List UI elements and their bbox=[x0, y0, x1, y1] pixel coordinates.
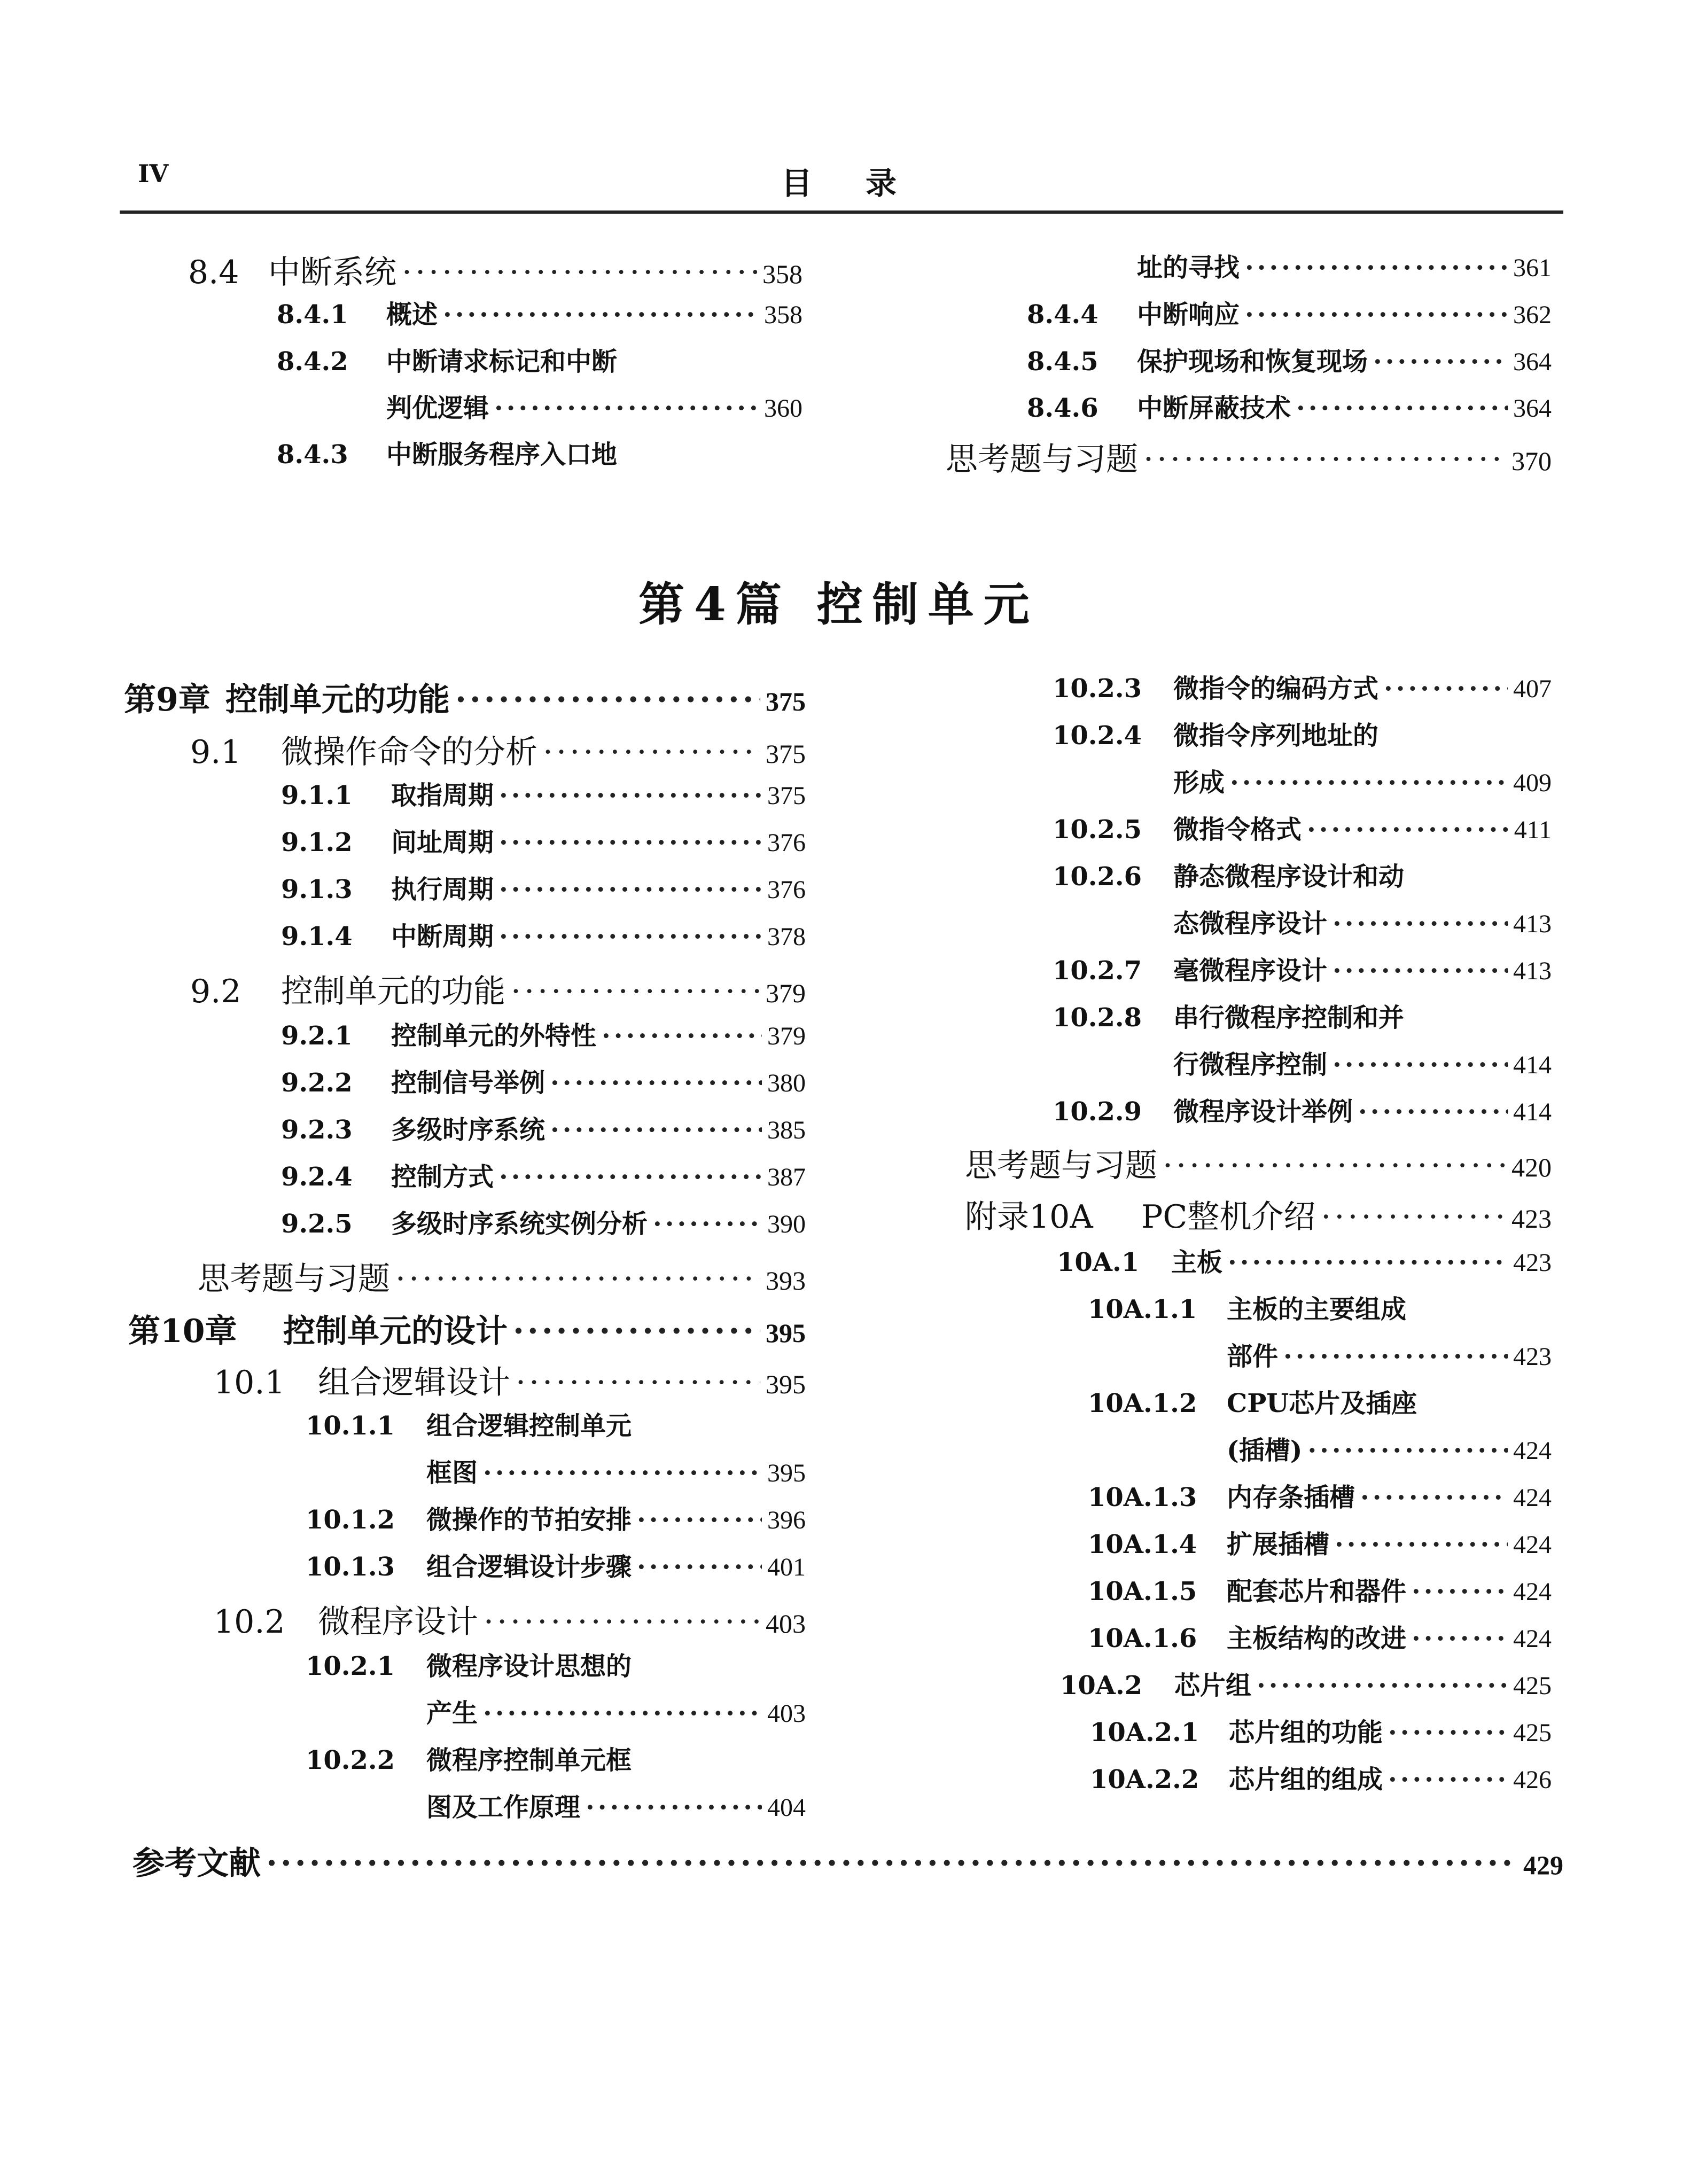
toc-entry-title: 保护现场和恢复现场 bbox=[1137, 347, 1368, 377]
toc-entry-title: 多级时序系统 bbox=[391, 1115, 546, 1145]
toc-entry-page: 364 bbox=[1513, 394, 1552, 423]
toc-entry-page: 401 bbox=[767, 1553, 806, 1581]
dot-leader bbox=[483, 1458, 762, 1488]
toc-entry-page: 426 bbox=[1513, 1766, 1552, 1794]
toc-entry-page: 375 bbox=[767, 782, 806, 810]
dot-leader bbox=[1307, 815, 1509, 845]
toc-entry[interactable] bbox=[281, 869, 806, 909]
toc-entry[interactable] bbox=[1053, 856, 1552, 896]
toc-entry-title: 执行周期 bbox=[391, 875, 494, 904]
toc-entry-number: 10.1.2 bbox=[306, 1505, 395, 1535]
toc-entry[interactable] bbox=[1053, 668, 1552, 708]
dot-leader bbox=[1388, 1765, 1508, 1795]
toc-entry[interactable] bbox=[1227, 1336, 1552, 1376]
toc-entry-number: 10.2 bbox=[214, 1603, 285, 1641]
toc-entry-number: 10A.2.1 bbox=[1090, 1718, 1199, 1748]
toc-entry[interactable] bbox=[190, 727, 806, 771]
toc-entry-title: 微程序控制单元框 bbox=[426, 1745, 632, 1775]
toc-entry[interactable] bbox=[1027, 341, 1552, 381]
dot-leader bbox=[1335, 1530, 1508, 1559]
toc-entry[interactable] bbox=[426, 1787, 806, 1827]
toc-entry-number: 9.1.4 bbox=[281, 922, 353, 951]
dot-leader bbox=[395, 1260, 760, 1298]
toc-entry-title: 控制方式 bbox=[391, 1162, 494, 1192]
dot-leader bbox=[637, 1552, 762, 1582]
toc-entry[interactable] bbox=[1137, 247, 1552, 287]
toc-entry-title: 部件 bbox=[1227, 1341, 1279, 1371]
toc-entry[interactable] bbox=[128, 1306, 806, 1350]
toc-entry-title: 微指令序列地址的 bbox=[1173, 721, 1379, 751]
toc-entry-number: 附录10A bbox=[965, 1198, 1093, 1236]
toc-entry-title: 芯片组的功能 bbox=[1229, 1718, 1383, 1748]
toc-entry-page: 379 bbox=[767, 1022, 806, 1050]
toc-entry-page: 378 bbox=[767, 923, 806, 951]
toc-entry-number: 8.4.5 bbox=[1027, 347, 1098, 377]
dot-leader bbox=[602, 1021, 762, 1051]
toc-entry[interactable] bbox=[1053, 950, 1552, 990]
toc-entry[interactable] bbox=[426, 1452, 806, 1493]
toc-entry[interactable] bbox=[190, 966, 806, 1010]
toc-entry[interactable] bbox=[281, 822, 806, 862]
toc-entry-title: 中断服务程序入口地 bbox=[386, 440, 618, 470]
toc-entry[interactable] bbox=[1060, 1665, 1552, 1705]
dot-leader bbox=[1321, 1198, 1506, 1236]
toc-entry[interactable] bbox=[1088, 1524, 1552, 1564]
toc-entry[interactable] bbox=[1057, 1242, 1552, 1282]
toc-entry[interactable] bbox=[306, 1405, 806, 1446]
toc-entry-number: 9.2.5 bbox=[281, 1209, 353, 1239]
toc-entry-number: 10.2.6 bbox=[1053, 862, 1142, 892]
part-title: 第4篇 控制单元 bbox=[638, 578, 1039, 631]
toc-entry-page: 404 bbox=[767, 1793, 806, 1822]
toc-entry-number: 10A.1.4 bbox=[1088, 1530, 1197, 1559]
dot-leader bbox=[511, 973, 760, 1010]
toc-entry-title: 扩展插槽 bbox=[1227, 1530, 1330, 1559]
toc-entry-page: 395 bbox=[766, 1318, 806, 1348]
toc-entry-title: 内存条插槽 bbox=[1227, 1483, 1355, 1512]
toc-entry-page: 424 bbox=[1513, 1484, 1552, 1512]
toc-entry-page: 393 bbox=[766, 1266, 806, 1296]
toc-entry-title: 参考文献 bbox=[133, 1845, 261, 1882]
toc-entry-title: 组合逻辑设计 bbox=[318, 1364, 510, 1401]
toc-entry-number: 8.4 bbox=[188, 254, 239, 291]
toc-entry[interactable] bbox=[426, 1692, 806, 1733]
toc-entry[interactable] bbox=[188, 247, 802, 291]
toc-entry-title: 间址周期 bbox=[391, 828, 494, 857]
toc-entry-number: 9.1.1 bbox=[281, 781, 353, 810]
dot-leader bbox=[1333, 909, 1508, 939]
dot-leader bbox=[653, 1209, 762, 1239]
toc-entry[interactable] bbox=[1053, 1091, 1552, 1132]
dot-leader bbox=[1228, 1247, 1508, 1277]
toc-entry-page: 376 bbox=[767, 829, 806, 857]
toc-entry[interactable] bbox=[1088, 1289, 1552, 1329]
dot-leader bbox=[1230, 768, 1508, 798]
toc-entry[interactable] bbox=[306, 1546, 806, 1587]
toc-entry[interactable] bbox=[1027, 387, 1552, 428]
toc-entry[interactable] bbox=[281, 1015, 806, 1056]
toc-entry[interactable] bbox=[1173, 762, 1552, 802]
toc-entry-page: 375 bbox=[766, 687, 806, 716]
toc-entry-title: 芯片组 bbox=[1174, 1671, 1252, 1701]
toc-entry-page: 424 bbox=[1513, 1625, 1552, 1653]
toc-entry[interactable] bbox=[1173, 903, 1552, 943]
toc-entry-number: 10A.1.6 bbox=[1088, 1624, 1197, 1653]
dot-leader bbox=[1412, 1624, 1508, 1653]
toc-entry-title: 静态微程序设计和动 bbox=[1173, 862, 1405, 892]
toc-entry-page: 411 bbox=[1514, 816, 1552, 844]
toc-entry-page: 380 bbox=[767, 1069, 806, 1097]
toc-entry[interactable] bbox=[281, 1156, 806, 1197]
toc-entry-title: 中断屏蔽技术 bbox=[1137, 393, 1291, 423]
toc-entry-title: PC整机介绍 bbox=[1141, 1198, 1316, 1236]
toc-entry[interactable] bbox=[965, 1191, 1552, 1236]
toc-entry-page: 414 bbox=[1513, 1051, 1552, 1079]
toc-entry-page: 425 bbox=[1513, 1672, 1552, 1700]
dot-leader bbox=[402, 254, 757, 291]
toc-entry-page: 424 bbox=[1513, 1578, 1552, 1606]
toc-entry-title: 控制信号举例 bbox=[391, 1068, 546, 1098]
toc-entry-page: 423 bbox=[1513, 1343, 1552, 1371]
toc-entry-page: 423 bbox=[1513, 1249, 1552, 1277]
dot-leader bbox=[266, 1845, 1518, 1882]
toc-entry-number: 10A.2 bbox=[1060, 1671, 1143, 1701]
toc-entry[interactable] bbox=[1088, 1477, 1552, 1517]
toc-entry-title: 多级时序系统实例分析 bbox=[391, 1209, 648, 1239]
toc-entry[interactable] bbox=[124, 674, 806, 719]
toc-entry-page: 395 bbox=[766, 1369, 806, 1399]
toc-entry-title: 微操作命令的分析 bbox=[281, 734, 537, 771]
toc-entry[interactable] bbox=[1053, 809, 1552, 849]
toc-entry-page: 396 bbox=[767, 1506, 806, 1534]
dot-leader bbox=[1384, 674, 1508, 704]
dot-leader bbox=[499, 1162, 762, 1192]
toc-entry-number: 9.2.1 bbox=[281, 1021, 353, 1051]
dot-leader bbox=[494, 393, 759, 423]
toc-entry-title: 微指令的编码方式 bbox=[1173, 674, 1379, 704]
toc-entry-title: 思考题与习题 bbox=[198, 1260, 390, 1298]
toc-entry[interactable] bbox=[306, 1499, 806, 1540]
dot-leader bbox=[1388, 1718, 1508, 1748]
toc-entry-page: 362 bbox=[1513, 301, 1552, 329]
toc-entry-title: 毫微程序设计 bbox=[1173, 956, 1328, 986]
toc-entry-title: 组合逻辑控制单元 bbox=[426, 1411, 632, 1441]
dot-leader bbox=[1333, 1050, 1508, 1080]
toc-entry-number: 10.1.1 bbox=[306, 1411, 395, 1441]
toc-entry-title: 微程序设计思想的 bbox=[426, 1651, 632, 1681]
toc-entry-page: 364 bbox=[1513, 348, 1552, 376]
toc-entry-title: 主板的主要组成 bbox=[1227, 1294, 1407, 1324]
toc-entry-number: 9.2 bbox=[190, 973, 241, 1010]
dot-leader bbox=[455, 681, 760, 719]
toc-entry[interactable] bbox=[281, 1062, 806, 1103]
toc-entry[interactable] bbox=[1053, 997, 1552, 1038]
toc-entry-title: 框图 bbox=[426, 1458, 478, 1488]
toc-entry-title: 形成 bbox=[1173, 768, 1225, 798]
toc-entry[interactable] bbox=[1088, 1383, 1552, 1423]
toc-entry-number: 第9章 bbox=[124, 681, 211, 719]
toc-entry-page: 390 bbox=[767, 1210, 806, 1238]
toc-entry-page: 409 bbox=[1513, 769, 1552, 797]
toc-entry-title: 微操作的节拍安排 bbox=[426, 1505, 632, 1535]
toc-entry-page: 375 bbox=[766, 739, 806, 769]
toc-entry-page: 403 bbox=[766, 1609, 806, 1639]
toc-entry-title: 微指令格式 bbox=[1173, 815, 1302, 845]
dot-leader bbox=[1163, 1147, 1506, 1184]
toc-entry-number: 10.2.9 bbox=[1053, 1097, 1142, 1127]
toc-entry[interactable] bbox=[1088, 1618, 1552, 1658]
toc-entry-title: 思考题与习题 bbox=[965, 1147, 1157, 1184]
toc-entry-number: 9.1.3 bbox=[281, 875, 353, 904]
toc-entry-number: 10.2.5 bbox=[1053, 815, 1142, 845]
toc-entry-page: 360 bbox=[764, 394, 802, 423]
toc-entry[interactable] bbox=[1227, 1430, 1552, 1470]
dot-leader bbox=[1360, 1483, 1508, 1512]
toc-entry-number: 9.2.3 bbox=[281, 1115, 353, 1145]
toc-entry[interactable] bbox=[277, 294, 802, 334]
toc-entry-page: 403 bbox=[767, 1699, 806, 1728]
toc-entry-title: 中断系统 bbox=[268, 254, 396, 291]
toc-entry[interactable] bbox=[306, 1740, 806, 1780]
toc-entry-title: 微程序设计举例 bbox=[1173, 1097, 1353, 1127]
toc-entry-title: 态微程序设计 bbox=[1173, 909, 1328, 939]
dot-leader bbox=[443, 300, 759, 330]
toc-entry-title: 控制单元的功能 bbox=[281, 973, 505, 1010]
toc-entry[interactable] bbox=[281, 775, 806, 815]
toc-entry[interactable] bbox=[214, 1357, 806, 1401]
toc-entry-number: 8.4.3 bbox=[277, 440, 348, 470]
toc-entry-references[interactable] bbox=[133, 1838, 1563, 1882]
header-rule bbox=[120, 210, 1563, 214]
toc-entry[interactable] bbox=[1088, 1571, 1552, 1611]
toc-entry-number: 8.4.4 bbox=[1027, 300, 1098, 330]
toc-entry-page: 385 bbox=[767, 1116, 806, 1144]
dot-leader bbox=[1143, 441, 1506, 478]
dot-leader bbox=[1373, 347, 1508, 377]
dot-leader bbox=[499, 828, 762, 857]
toc-entry-number: 10.1.3 bbox=[306, 1552, 395, 1582]
toc-entry-number: 8.4.2 bbox=[277, 347, 348, 377]
page-title: 目录 bbox=[781, 165, 950, 201]
toc-entry-number: 10.2.3 bbox=[1053, 674, 1142, 704]
toc-entry[interactable] bbox=[1090, 1759, 1552, 1799]
toc-entry-number: 8.4.6 bbox=[1027, 393, 1098, 423]
dot-leader bbox=[499, 875, 762, 904]
toc-entry-page: 413 bbox=[1513, 910, 1552, 938]
dot-leader bbox=[550, 1115, 762, 1145]
toc-entry-title: 中断周期 bbox=[391, 922, 494, 951]
toc-entry[interactable] bbox=[281, 916, 806, 956]
dot-leader bbox=[1296, 393, 1508, 423]
toc-entry[interactable] bbox=[281, 1203, 806, 1244]
toc-entry-title: 址的寻找 bbox=[1137, 253, 1240, 283]
dot-leader bbox=[483, 1698, 762, 1728]
dot-leader bbox=[1333, 956, 1508, 986]
toc-entry[interactable] bbox=[1090, 1712, 1552, 1752]
toc-entry-page: 358 bbox=[762, 259, 802, 289]
toc-entry-title: 中断响应 bbox=[1137, 300, 1240, 330]
toc-entry-number: 9.2.2 bbox=[281, 1068, 353, 1098]
toc-entry-number: 第10章 bbox=[128, 1313, 237, 1350]
dot-leader bbox=[516, 1364, 760, 1401]
toc-entry-title: 组合逻辑设计步骤 bbox=[426, 1552, 632, 1582]
toc-entry[interactable] bbox=[281, 1109, 806, 1150]
toc-entry[interactable] bbox=[965, 1140, 1552, 1184]
toc-entry-number: 10A.1 bbox=[1057, 1247, 1140, 1277]
toc-entry-number: 10.2.1 bbox=[306, 1651, 395, 1681]
dot-leader bbox=[1307, 1436, 1508, 1465]
toc-entry-number: 9.2.4 bbox=[281, 1162, 353, 1192]
toc-entry-page: 395 bbox=[767, 1459, 806, 1487]
toc-entry-page: 424 bbox=[1513, 1531, 1552, 1559]
dot-leader bbox=[1245, 300, 1508, 330]
dot-leader bbox=[499, 922, 762, 951]
toc-entry[interactable] bbox=[1027, 294, 1552, 334]
toc-entry-page: 379 bbox=[766, 978, 806, 1008]
toc-entry-page: 361 bbox=[1513, 254, 1552, 282]
toc-entry-page: 387 bbox=[767, 1163, 806, 1191]
toc-entry-number: 10A.1.3 bbox=[1088, 1483, 1197, 1512]
dot-leader bbox=[1245, 253, 1508, 283]
toc-entry-number: 10.2.4 bbox=[1053, 721, 1142, 751]
toc-entry-title: 行微程序控制 bbox=[1173, 1050, 1328, 1080]
toc-entry[interactable] bbox=[277, 341, 802, 381]
toc-entry-page: 423 bbox=[1511, 1204, 1552, 1234]
toc-entry-number: 10.2.7 bbox=[1053, 956, 1142, 986]
toc-entry-title: 控制单元的功能 bbox=[225, 681, 450, 719]
toc-entry-page: 425 bbox=[1513, 1719, 1552, 1747]
toc-entry-page: 370 bbox=[1511, 446, 1552, 476]
dot-leader bbox=[1412, 1577, 1508, 1606]
toc-entry-number: 8.4.1 bbox=[277, 300, 348, 330]
toc-entry-title: 思考题与习题 bbox=[946, 441, 1138, 478]
dot-leader bbox=[1283, 1341, 1508, 1371]
toc-entry-number: 10.2.8 bbox=[1053, 1003, 1142, 1033]
toc-entry-title: (插槽) bbox=[1227, 1436, 1303, 1465]
toc-entry-title: 概述 bbox=[386, 300, 438, 330]
dot-leader bbox=[1358, 1097, 1508, 1127]
toc-entry-page: 424 bbox=[1513, 1437, 1552, 1465]
toc-entry-page: 376 bbox=[767, 876, 806, 904]
toc-entry-title: 中断请求标记和中断 bbox=[386, 347, 618, 377]
toc-entry-title: 判优逻辑 bbox=[386, 393, 489, 423]
toc-entry-number: 10.1 bbox=[214, 1364, 285, 1401]
toc-entry-title: 微程序设计 bbox=[318, 1603, 478, 1641]
toc-entry-title: 主板结构的改进 bbox=[1227, 1624, 1407, 1653]
toc-entry-title: 图及工作原理 bbox=[426, 1792, 581, 1822]
toc-entry-page: 407 bbox=[1513, 675, 1552, 703]
toc-entry-title: 取指周期 bbox=[391, 781, 494, 810]
toc-entry-number: 10A.2.2 bbox=[1090, 1765, 1199, 1795]
toc-entry-title: 串行微程序控制和并 bbox=[1173, 1003, 1405, 1033]
toc-entry-number: 9.1 bbox=[190, 734, 241, 771]
toc-entry-page: 429 bbox=[1523, 1850, 1563, 1880]
toc-entry[interactable] bbox=[946, 434, 1552, 478]
toc-entry[interactable] bbox=[306, 1645, 806, 1686]
dot-leader bbox=[513, 1313, 760, 1350]
toc-entry-page: 413 bbox=[1513, 957, 1552, 985]
toc-entry-title: 控制单元的外特性 bbox=[391, 1021, 597, 1051]
toc-entry-page: 420 bbox=[1511, 1152, 1552, 1182]
toc-entry-number: 10A.1.2 bbox=[1088, 1389, 1197, 1418]
dot-leader bbox=[484, 1603, 760, 1641]
toc-entry-page: 414 bbox=[1513, 1098, 1552, 1126]
toc-entry[interactable] bbox=[1173, 1044, 1552, 1085]
toc-entry-page: 358 bbox=[764, 301, 802, 329]
toc-entry[interactable] bbox=[1053, 715, 1552, 755]
toc-entry-title: 产生 bbox=[426, 1698, 478, 1728]
toc-entry-title: 配套芯片和器件 bbox=[1227, 1577, 1407, 1606]
toc-entry[interactable] bbox=[198, 1253, 806, 1298]
toc-entry-title: CPU芯片及插座 bbox=[1227, 1389, 1417, 1418]
toc-entry-number: 9.1.2 bbox=[281, 828, 353, 857]
dot-leader bbox=[499, 781, 762, 810]
toc-entry[interactable] bbox=[386, 387, 802, 428]
toc-entry-title: 芯片组的组成 bbox=[1229, 1765, 1383, 1795]
toc-entry[interactable] bbox=[277, 434, 802, 474]
dot-leader bbox=[550, 1068, 762, 1098]
dot-leader bbox=[543, 734, 760, 771]
dot-leader bbox=[586, 1792, 762, 1822]
toc-entry-title: 控制单元的设计 bbox=[283, 1313, 508, 1350]
toc-entry-number: 10A.1.1 bbox=[1088, 1294, 1197, 1324]
toc-entry-title: 主板 bbox=[1171, 1247, 1223, 1277]
dot-leader bbox=[637, 1505, 762, 1535]
page-number-roman: IV bbox=[138, 159, 169, 188]
toc-entry[interactable] bbox=[214, 1596, 806, 1641]
dot-leader bbox=[1257, 1671, 1508, 1701]
toc-entry-number: 10.2.2 bbox=[306, 1745, 395, 1775]
toc-entry-number: 10A.1.5 bbox=[1088, 1577, 1197, 1606]
